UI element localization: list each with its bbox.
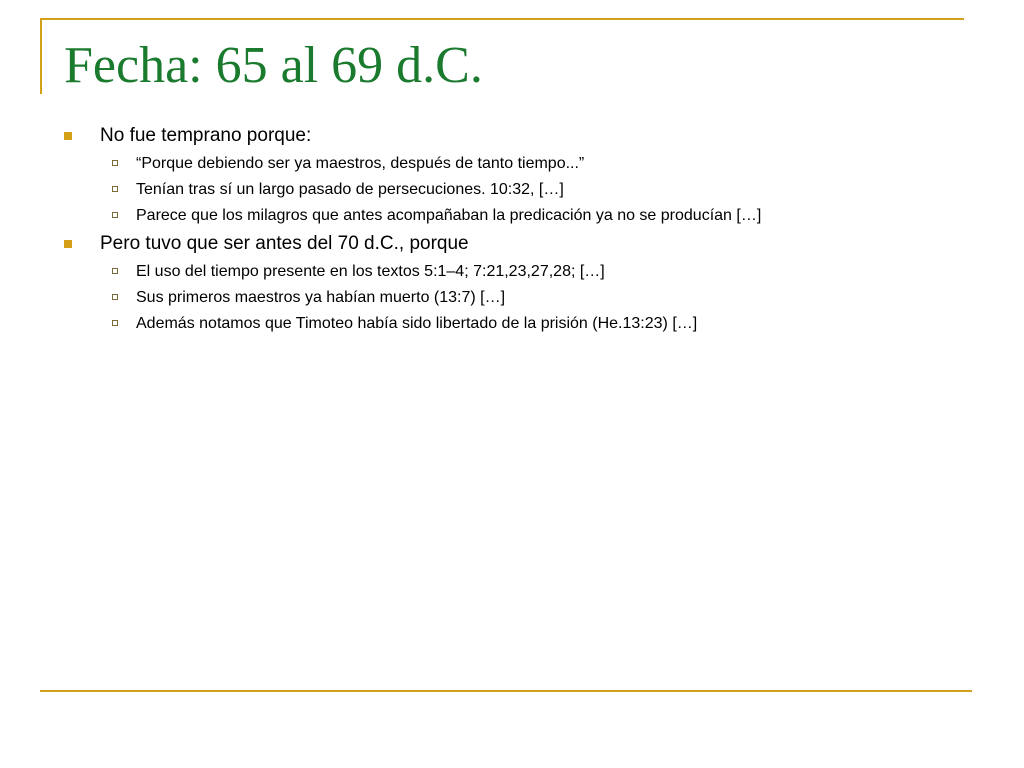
list-item bbox=[64, 314, 964, 334]
hollow-square-bullet-icon bbox=[112, 212, 118, 218]
top-rule bbox=[40, 18, 964, 20]
list-item-text: El uso del tiempo presente en los textos 5:1–4; 7:21,23,27,28; […] bbox=[136, 263, 605, 280]
hollow-square-bullet-icon bbox=[112, 268, 118, 274]
list-item bbox=[64, 262, 964, 282]
list-item-text: Además notamos que Timoteo había sido libertado de la prisión (He.13:23) […] bbox=[136, 315, 698, 332]
list-item bbox=[64, 288, 964, 308]
hollow-square-bullet-icon bbox=[112, 320, 118, 326]
list-item-text: “Porque debiendo ser ya maestros, después de tanto tiempo...” bbox=[136, 155, 585, 172]
section-heading bbox=[64, 232, 964, 256]
list-item-text: Parece que los milagros que antes acompañaban la predicación ya no se producían […] bbox=[136, 207, 762, 224]
slide-body bbox=[64, 124, 964, 340]
hollow-square-bullet-icon bbox=[112, 160, 118, 166]
section-heading bbox=[64, 124, 964, 148]
list-item bbox=[64, 154, 964, 174]
left-rule bbox=[40, 18, 42, 94]
slide-title: Fecha: 65 al 69 d.C. bbox=[64, 37, 483, 94]
list-item-text: Tenían tras sí un largo pasado de persecuciones. 10:32, […] bbox=[136, 181, 564, 198]
hollow-square-bullet-icon bbox=[112, 186, 118, 192]
list-item-text: Sus primeros maestros ya habían muerto (13:7) […] bbox=[136, 289, 506, 306]
section-heading-text: Pero tuvo que ser antes del 70 d.C., porque bbox=[100, 233, 469, 254]
list-item bbox=[64, 206, 964, 226]
section-heading-text: No fue temprano porque: bbox=[100, 125, 312, 146]
square-bullet-icon bbox=[64, 240, 72, 248]
list-item bbox=[64, 180, 964, 200]
hollow-square-bullet-icon bbox=[112, 294, 118, 300]
bottom-rule bbox=[40, 690, 972, 692]
square-bullet-icon bbox=[64, 132, 72, 140]
